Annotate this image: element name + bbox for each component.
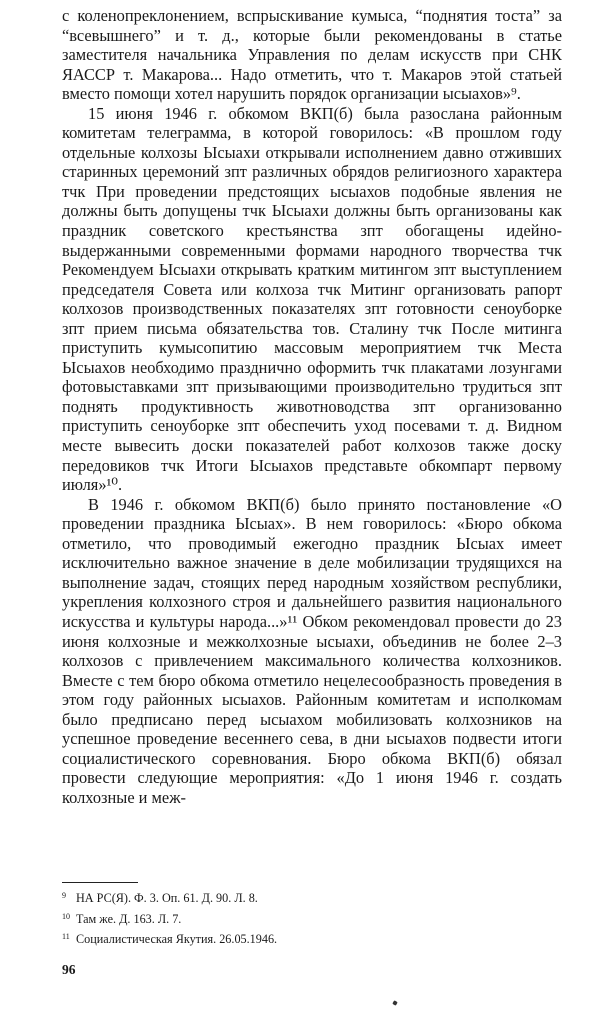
footnote-9: [62, 887, 562, 908]
paragraph-continuation: с коленопреклонением, вспрыскивание кумыса, “поднятия тоста” за “всевышнего” и т. д., которые были рекомендованы в статье заместителя начальника Управления по делам искусств при СНК ЯАССР т. Макарова... Надо отметить, что т. Макаров этой статьей вместо помощи хотел нарушить порядок организации ысыахов»⁹.: [62, 6, 562, 104]
footnote-number: 11: [62, 932, 70, 942]
footnote-text: Социалистическая Якутия. 26.05.1946.: [76, 932, 278, 947]
footnote-10: [62, 908, 562, 929]
paragraph-resolution: В 1946 г. обкомом ВКП(б) было принято постановление «О проведении праздника Ысыах». В нем говорилось: «Бюро обкома отметило, что проводимый ежегодно праздник Ысыах имеет исключительно важное значение в деле мобилизации трудящихся на выполнение задач, стоящих перед народным хозяйством республики, укрепления колхозного строя и дальнейшего развития национального искусства и культуры народа...»¹¹ Обком рекомендовал провести до 23 июня колхозные и межколхозные ысыахи, объединив не более 2–3 колхозов с привлечением максимального количества колхозников. Вместе с тем бюро обкома отметило нецелесообразность проведения в этом году районных ысыахов. Районным комитетам и исполкомам было предписано перед ысыахом мобилизовать колхозников на успешное проведение весеннего сева, в дни ысыахов подвести итоги социалистического соревнования. Бюро обкома ВКП(б) обязал провести следующие мероприятия: «До 1 июня 1946 г. создать колхозные и меж-: [62, 494, 562, 807]
footnotes: [62, 887, 562, 949]
footnote-number: 10: [62, 911, 70, 921]
page-number: 96: [62, 962, 76, 977]
paragraph-telegram: 15 июня 1946 г. обкомом ВКП(б) была разослана районным комитетам телеграмма, в которой говорилось: «В прошлом году отдельные колхозы Ысыахи открывали исполнением давно отживших старинных церемоний зпт различных обрядов религиозного характера тчк При проведении предстоящих ысыахов подобные явления не должны быть допущены тчк Ысыахи должны быть организованы как праздник советского крестьянства зпт обогащены идейно-выдержанными современными формами народного творчества тчк Рекомендуем Ысыахи открывать кратким митингом зпт выступлением председателя Совета или колхоза тчк Митинг организовать рапорт колхозов производственных показателях зпт готовности сеноуборке зпт прием письма обязательства тов. Сталину тчк После митинга приступить кумысопитию массовым мероприятием тчк Места Ысыахов необходимо празднично оформить тчк плакатами лозунгами фотовыставками зпт призывающими производительно трудиться зпт поднять продуктивность животноводства зпт организованно приступить сеноуборке зпт обеспечить уход посевами т. д. Видном месте вывесить доски показателей работ колхозов также доску передовиков тчк Итоги Ысыахов представьте обкомпарт первому июля»¹⁰.: [62, 103, 562, 495]
footnote-text: Там же. Д. 163. Л. 7.: [76, 911, 182, 926]
body-text: [62, 6, 562, 807]
footnote-divider: [62, 882, 138, 883]
footnote-number: 9: [62, 891, 66, 900]
footnote-11: [62, 928, 562, 949]
footnote-text: НА РС(Я). Ф. 3. Оп. 61. Д. 90. Л. 8.: [76, 891, 258, 905]
print-speck: [392, 1000, 397, 1005]
